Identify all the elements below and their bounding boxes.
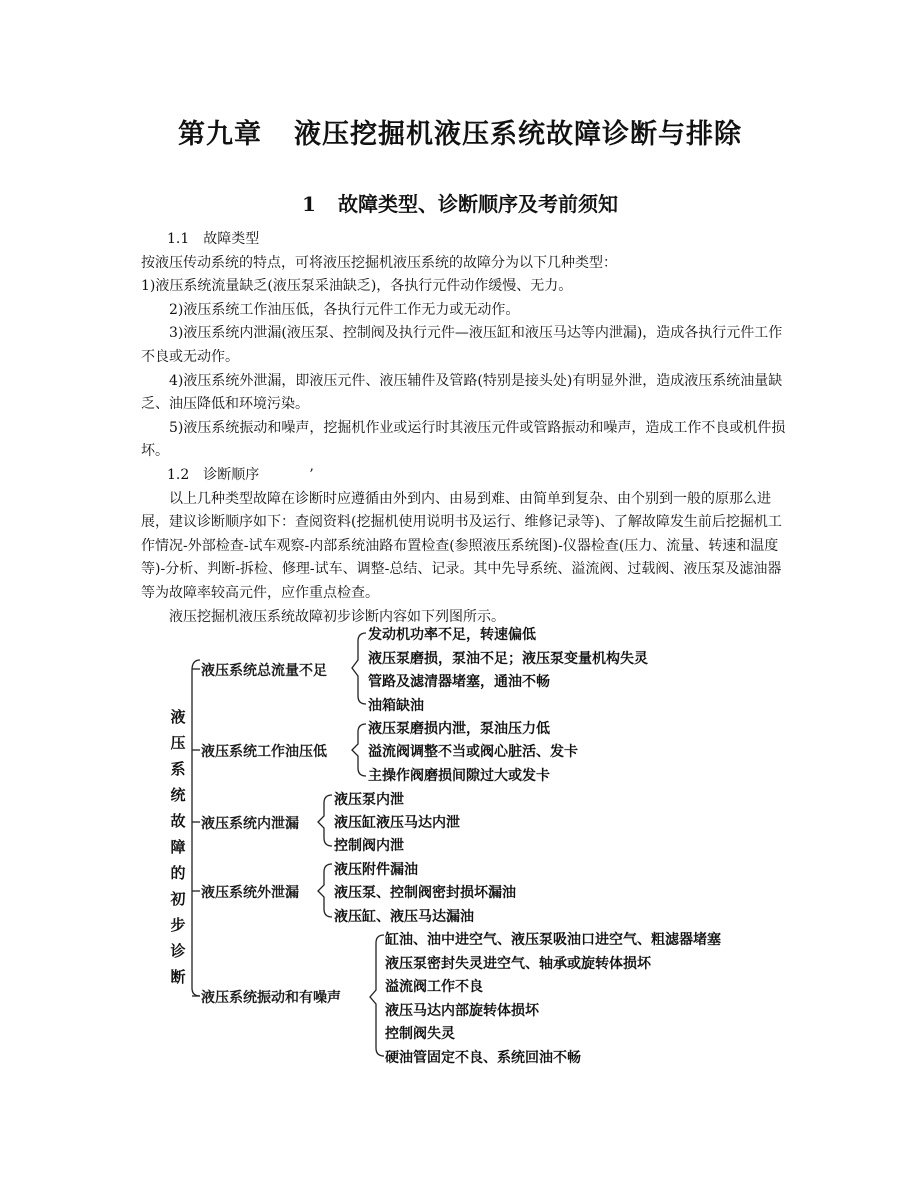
fault-type-4: 4)液压系统外泄漏，即液压元件、液压辅件及管路(特别是接头处)有明显外泄，造成液压系统油量缺乏、油压降低和环境污染。 (141, 372, 783, 413)
leaf-pressure-3: 主操作阀磨损间隙过大或发卡 (368, 768, 550, 784)
diagram-intro: 液压挖掘机液压系统故障初步诊断内容如下列图所示。 (169, 608, 505, 625)
order-paragraph: 以上几种类型故障在诊断时应遵循由外到内、由易到难、由简单到复杂、由个别到一般的原那么进展，建议诊断顺序如下：查阅资料(挖掘机使用说明书及运行、维修记录等)、了解故障发生前后挖掘机工作情况-外部检查-试车观察-内部系统油路布置检查(参照液压系统图)-仪器检查(压力、流量、转速和温度等)-分析、判断-拆检、修理-试车、调整-总结、记录。其中先导系统、溢流阀、过载阀、液压泵及滤油器等为故障率较高元件，应作重点检查。 (141, 490, 782, 601)
brace-flow (352, 633, 366, 704)
leaf-vibration-6: 硬油管固定不良、系统回油不畅 (385, 1050, 581, 1066)
root-label-char: 步 (170, 916, 186, 934)
section-number: 1 (302, 192, 316, 216)
brace-external-leak (318, 864, 332, 917)
root-label-char: 故 (170, 812, 186, 830)
branch-label-internal-leak: 液压系统内泄漏 (201, 816, 299, 832)
leaf-internal-leak-1: 液压泵内泄 (334, 792, 404, 808)
leaf-flow-2: 液压泵磨损，泵油不足；液压泵变量机构失灵 (368, 651, 648, 667)
root-label-char: 断 (170, 968, 186, 986)
root-label-char: 统 (170, 786, 186, 804)
subsection-number: 1.2 (167, 466, 190, 483)
brace-internal-leak (318, 795, 332, 846)
leaf-vibration-1: 缸油、油中进空气、液压泵吸油口进空气、粗滤器堵塞 (385, 932, 721, 948)
root-brace (192, 660, 200, 996)
root-label-char: 障 (170, 838, 186, 856)
leaf-vibration-4: 液压马达内部旋转体损坏 (385, 1003, 539, 1019)
root-label-char: 压 (170, 734, 186, 752)
section-title-text: 故障类型、诊断顺序及考前须知 (337, 192, 618, 216)
root-label-char: 的 (170, 864, 186, 882)
root-label-char: 诊 (170, 942, 186, 960)
diagram-root-label (169, 708, 185, 986)
fault-type-2: 2)液压系统工作油压低，各执行元件工作无力或无动作。 (169, 301, 520, 318)
fault-type-3: 3)液压系统内泄漏(液压泵、控制阀及执行元件—液压缸和液压马达等内泄漏)，造成各执行元件工作不良或无动作。 (141, 325, 783, 365)
stray-mark: ’ (309, 466, 314, 483)
leaf-external-leak-3: 液压缸、液压马达漏油 (334, 909, 474, 925)
root-label-char: 初 (170, 890, 186, 908)
subsection-number: 1.1 (167, 231, 190, 247)
chapter-title-text: 液压挖掘机液压系统故障诊断与排除 (294, 119, 742, 150)
branch-label-vibration: 液压系统振动和有噪声 (201, 990, 341, 1006)
leaf-vibration-2: 液压泵密封失灵进空气、轴承或旋转体损坏 (385, 956, 651, 972)
subsection-title: 故障类型 (203, 231, 260, 247)
root-label-char: 系 (170, 760, 186, 778)
branch-label-flow: 液压系统总流量不足 (201, 663, 327, 679)
leaf-vibration-3: 溢流阀工作不良 (385, 979, 483, 995)
leaf-internal-leak-3: 控制阀内泄 (334, 838, 404, 854)
leaf-external-leak-2: 液压泵、控制阀密封损坏漏油 (334, 885, 516, 901)
leaf-external-leak-1: 液压附件漏油 (334, 862, 418, 878)
chapter-number: 第九章 (178, 119, 262, 150)
brace-vibration (370, 935, 384, 1056)
leaf-internal-leak-2: 液压缸液压马达内泄 (334, 815, 460, 831)
fault-type-5: 5)液压系统振动和噪声，挖掘机作业或运行时其液压元件或管路振动和噪声，造成工作不良或机件损坏。 (141, 419, 786, 460)
subsection-title: 诊断顺序 (203, 466, 260, 483)
brace-pressure (352, 724, 366, 776)
leaf-flow-1: 发动机功率不足，转速偏低 (368, 627, 536, 643)
leaf-pressure-1: 液压泵磨损内泄，泵油压力低 (368, 721, 550, 737)
leaf-vibration-5: 控制阀失灵 (385, 1026, 455, 1042)
leaf-flow-3: 管路及滤清器堵塞，通油不畅 (368, 674, 550, 690)
fault-type-1: 1)液压系统流量缺乏(液压泵采油缺乏)，各执行元件动作缓慢、无力。 (141, 278, 573, 295)
leaf-pressure-2: 溢流阀调整不当或阀心脏活、发卡 (368, 744, 578, 760)
root-label-char: 液 (170, 708, 186, 726)
intro-paragraph: 按液压传动系统的特点，可将液压挖掘机液压系统的故障分为以下几种类型： (141, 254, 617, 271)
branch-label-pressure: 液压系统工作油压低 (201, 744, 327, 760)
leaf-flow-4: 油箱缺油 (368, 698, 424, 714)
branch-label-external-leak: 液压系统外泄漏 (201, 885, 299, 901)
